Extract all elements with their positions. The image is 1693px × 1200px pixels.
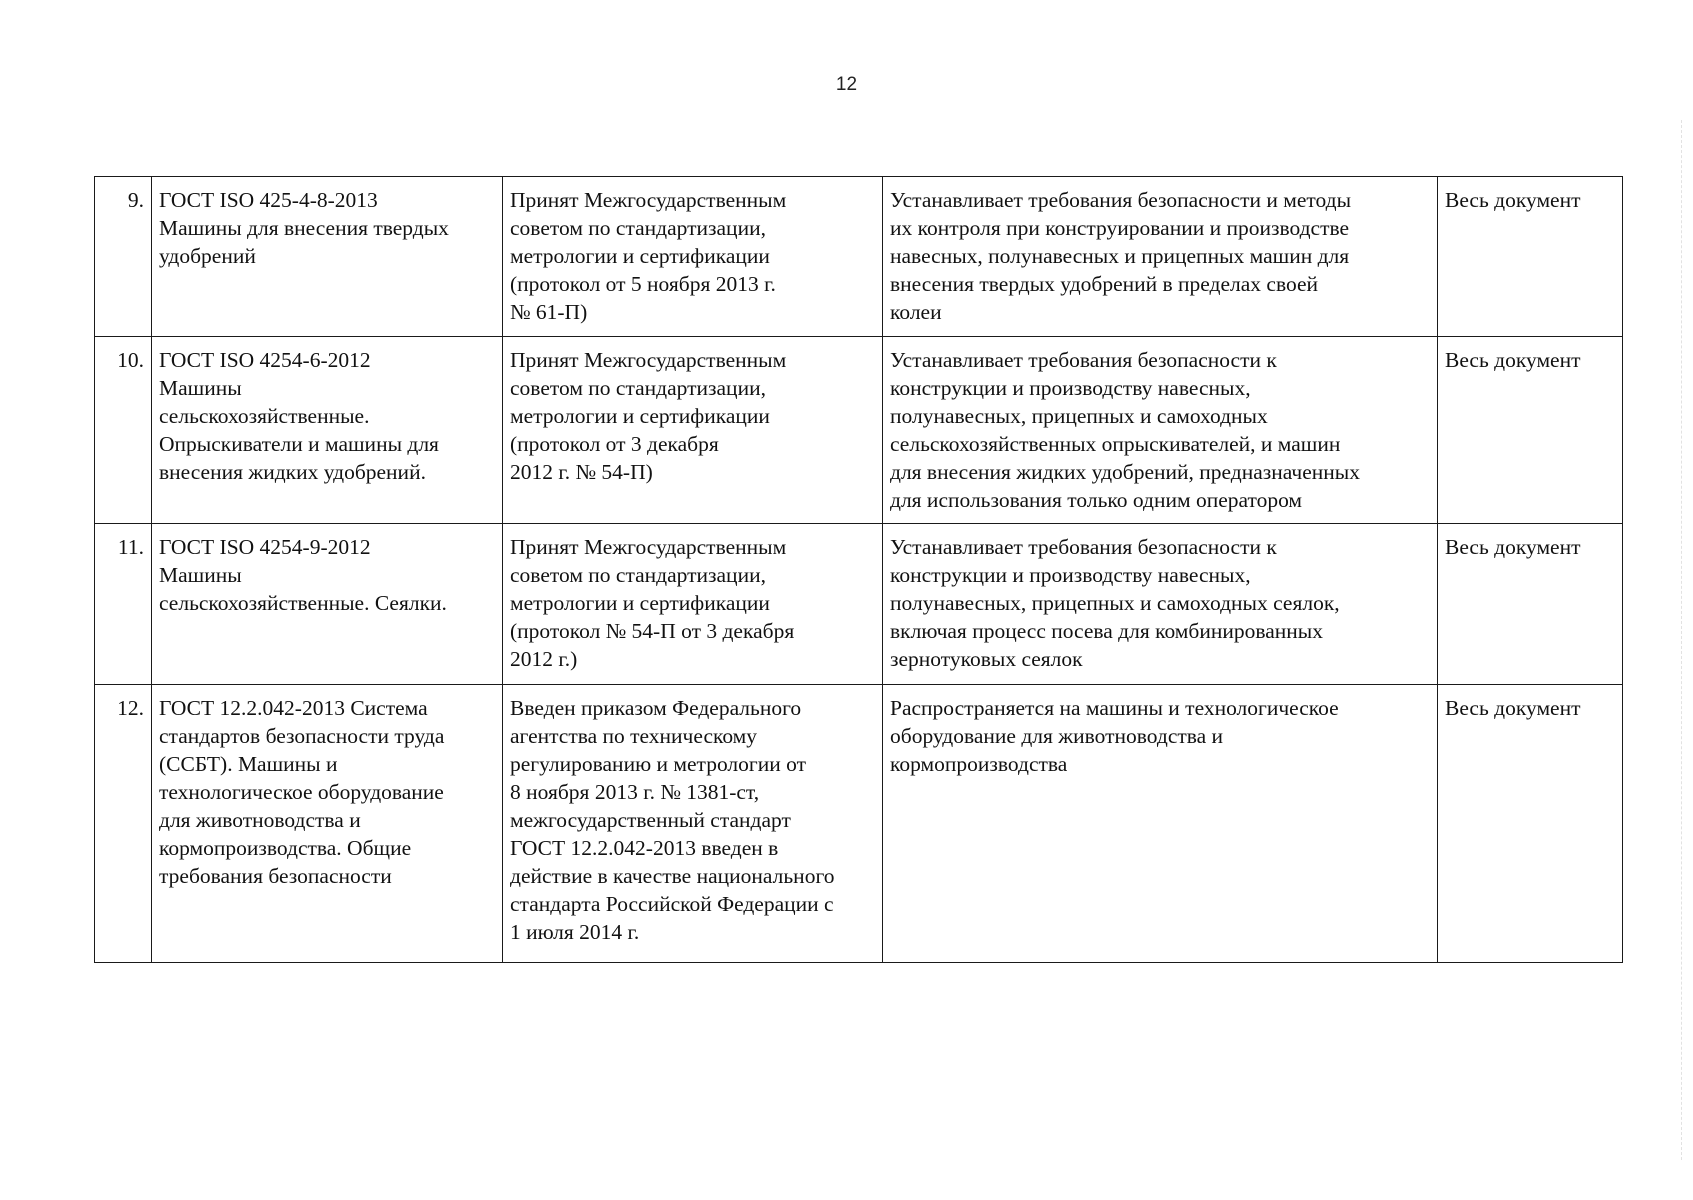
adoption-line: межгосударственный стандарт	[510, 808, 791, 832]
scope-line: полунавесных, прицепных и самоходных	[890, 404, 1268, 428]
scope-line: Устанавливает требования безопасности к	[890, 535, 1277, 559]
standard-name-cell	[152, 337, 503, 524]
adoption-line: Введен приказом Федерального	[510, 696, 802, 720]
standard-name-line: сельскохозяйственные.	[159, 404, 370, 428]
scope-line: полунавесных, прицепных и самоходных сеялок,	[890, 591, 1340, 615]
adoption-line: 1 июля 2014 г.	[510, 920, 640, 944]
adoption-cell	[503, 337, 883, 524]
extent-cell: Весь документ	[1438, 337, 1623, 524]
standard-name-line: ГОСТ ISO 425-4-8-2013	[159, 188, 378, 212]
adoption-line: советом по стандартизации,	[510, 216, 766, 240]
scan-edge-line	[1681, 120, 1683, 1160]
table-row	[95, 685, 1623, 963]
adoption-line: 2012 г. № 54-П)	[510, 460, 653, 484]
scope-line: Устанавливает требования безопасности к	[890, 348, 1277, 372]
adoption-line: Принят Межгосударственным	[510, 188, 787, 212]
adoption-line: (протокол от 3 декабря	[510, 432, 719, 456]
adoption-line: Принят Межгосударственным	[510, 348, 787, 372]
scope-line: для внесения жидких удобрений, предназначенных	[890, 460, 1360, 484]
extent-cell: Весь документ	[1438, 685, 1623, 963]
standard-name-cell	[152, 524, 503, 685]
adoption-line: регулированию и метрологии от	[510, 752, 806, 776]
standard-name-cell	[152, 177, 503, 337]
adoption-line: 2012 г.)	[510, 647, 578, 671]
standard-name-line: удобрений	[159, 244, 256, 268]
table-row	[95, 337, 1623, 524]
scope-line: для использования только одним оператором	[890, 488, 1303, 512]
adoption-line: (протокол от 5 ноября 2013 г.	[510, 272, 776, 296]
standard-name-line: Машины	[159, 376, 242, 400]
scope-line: зернотуковых сеялок	[890, 647, 1083, 671]
adoption-line: метрологии и сертификации	[510, 244, 770, 268]
table-row	[95, 524, 1623, 685]
scope-line: конструкции и производству навесных,	[890, 563, 1251, 587]
standard-name-line: для животноводства и	[159, 808, 361, 832]
adoption-line: стандарта Российской Федерации с	[510, 892, 834, 916]
scope-line: навесных, полунавесных и прицепных машин для	[890, 244, 1350, 268]
adoption-line: агентства по техническому	[510, 724, 758, 748]
adoption-line: действие в качестве национального	[510, 864, 835, 888]
standard-name-line: Опрыскиватели и машины для	[159, 432, 439, 456]
adoption-line: метрологии и сертификации	[510, 404, 770, 428]
row-number: 9.	[95, 177, 152, 337]
scope-cell	[883, 685, 1438, 963]
standard-name-line: Машины	[159, 563, 242, 587]
row-number: 10.	[95, 337, 152, 524]
scope-line: Устанавливает требования безопасности и методы	[890, 188, 1352, 212]
scope-line: оборудование для животноводства и	[890, 724, 1224, 748]
scope-line: Распространяется на машины и технологическое	[890, 696, 1339, 720]
scope-cell	[883, 177, 1438, 337]
standard-name-line: ГОСТ 12.2.042-2013 Система	[159, 696, 428, 720]
extent-cell: Весь документ	[1438, 524, 1623, 685]
standard-name-line: Машины для внесения твердых	[159, 216, 449, 240]
standard-name-cell	[152, 685, 503, 963]
standard-name-line: ГОСТ ISO 4254-9-2012	[159, 535, 371, 559]
scope-line: включая процесс посева для комбинированных	[890, 619, 1323, 643]
adoption-line: советом по стандартизации,	[510, 563, 766, 587]
scope-cell	[883, 524, 1438, 685]
adoption-cell	[503, 524, 883, 685]
scope-cell	[883, 337, 1438, 524]
row-number: 11.	[95, 524, 152, 685]
scope-line: внесения твердых удобрений в пределах своей	[890, 272, 1319, 296]
standard-name-line: стандартов безопасности труда	[159, 724, 445, 748]
adoption-line: № 61-П)	[510, 300, 588, 324]
standard-name-line: технологическое оборудование	[159, 780, 444, 804]
page-number: 12	[835, 74, 858, 95]
scope-line: колеи	[890, 300, 942, 324]
adoption-line: Принят Межгосударственным	[510, 535, 787, 559]
adoption-line: (протокол № 54-П от 3 декабря	[510, 619, 795, 643]
scope-line: конструкции и производству навесных,	[890, 376, 1251, 400]
adoption-line: советом по стандартизации,	[510, 376, 766, 400]
standard-name-line: сельскохозяйственные. Сеялки.	[159, 591, 447, 615]
standard-name-line: кормопроизводства. Общие	[159, 836, 412, 860]
row-number: 12.	[95, 685, 152, 963]
scope-line: кормопроизводства	[890, 752, 1068, 776]
standard-name-line: (ССБТ). Машины и	[159, 752, 338, 776]
standards-table	[94, 176, 1623, 963]
scope-line: сельскохозяйственных опрыскивателей, и машин	[890, 432, 1341, 456]
adoption-cell	[503, 685, 883, 963]
adoption-line: метрологии и сертификации	[510, 591, 770, 615]
adoption-line: 8 ноября 2013 г. № 1381-ст,	[510, 780, 760, 804]
standard-name-line: требования безопасности	[159, 864, 392, 888]
standard-name-line: внесения жидких удобрений.	[159, 460, 426, 484]
adoption-cell	[503, 177, 883, 337]
table-row	[95, 177, 1623, 337]
extent-cell: Весь документ	[1438, 177, 1623, 337]
adoption-line: ГОСТ 12.2.042-2013 введен в	[510, 836, 779, 860]
scope-line: их контроля при конструировании и производстве	[890, 216, 1350, 240]
standard-name-line: ГОСТ ISO 4254-6-2012	[159, 348, 371, 372]
